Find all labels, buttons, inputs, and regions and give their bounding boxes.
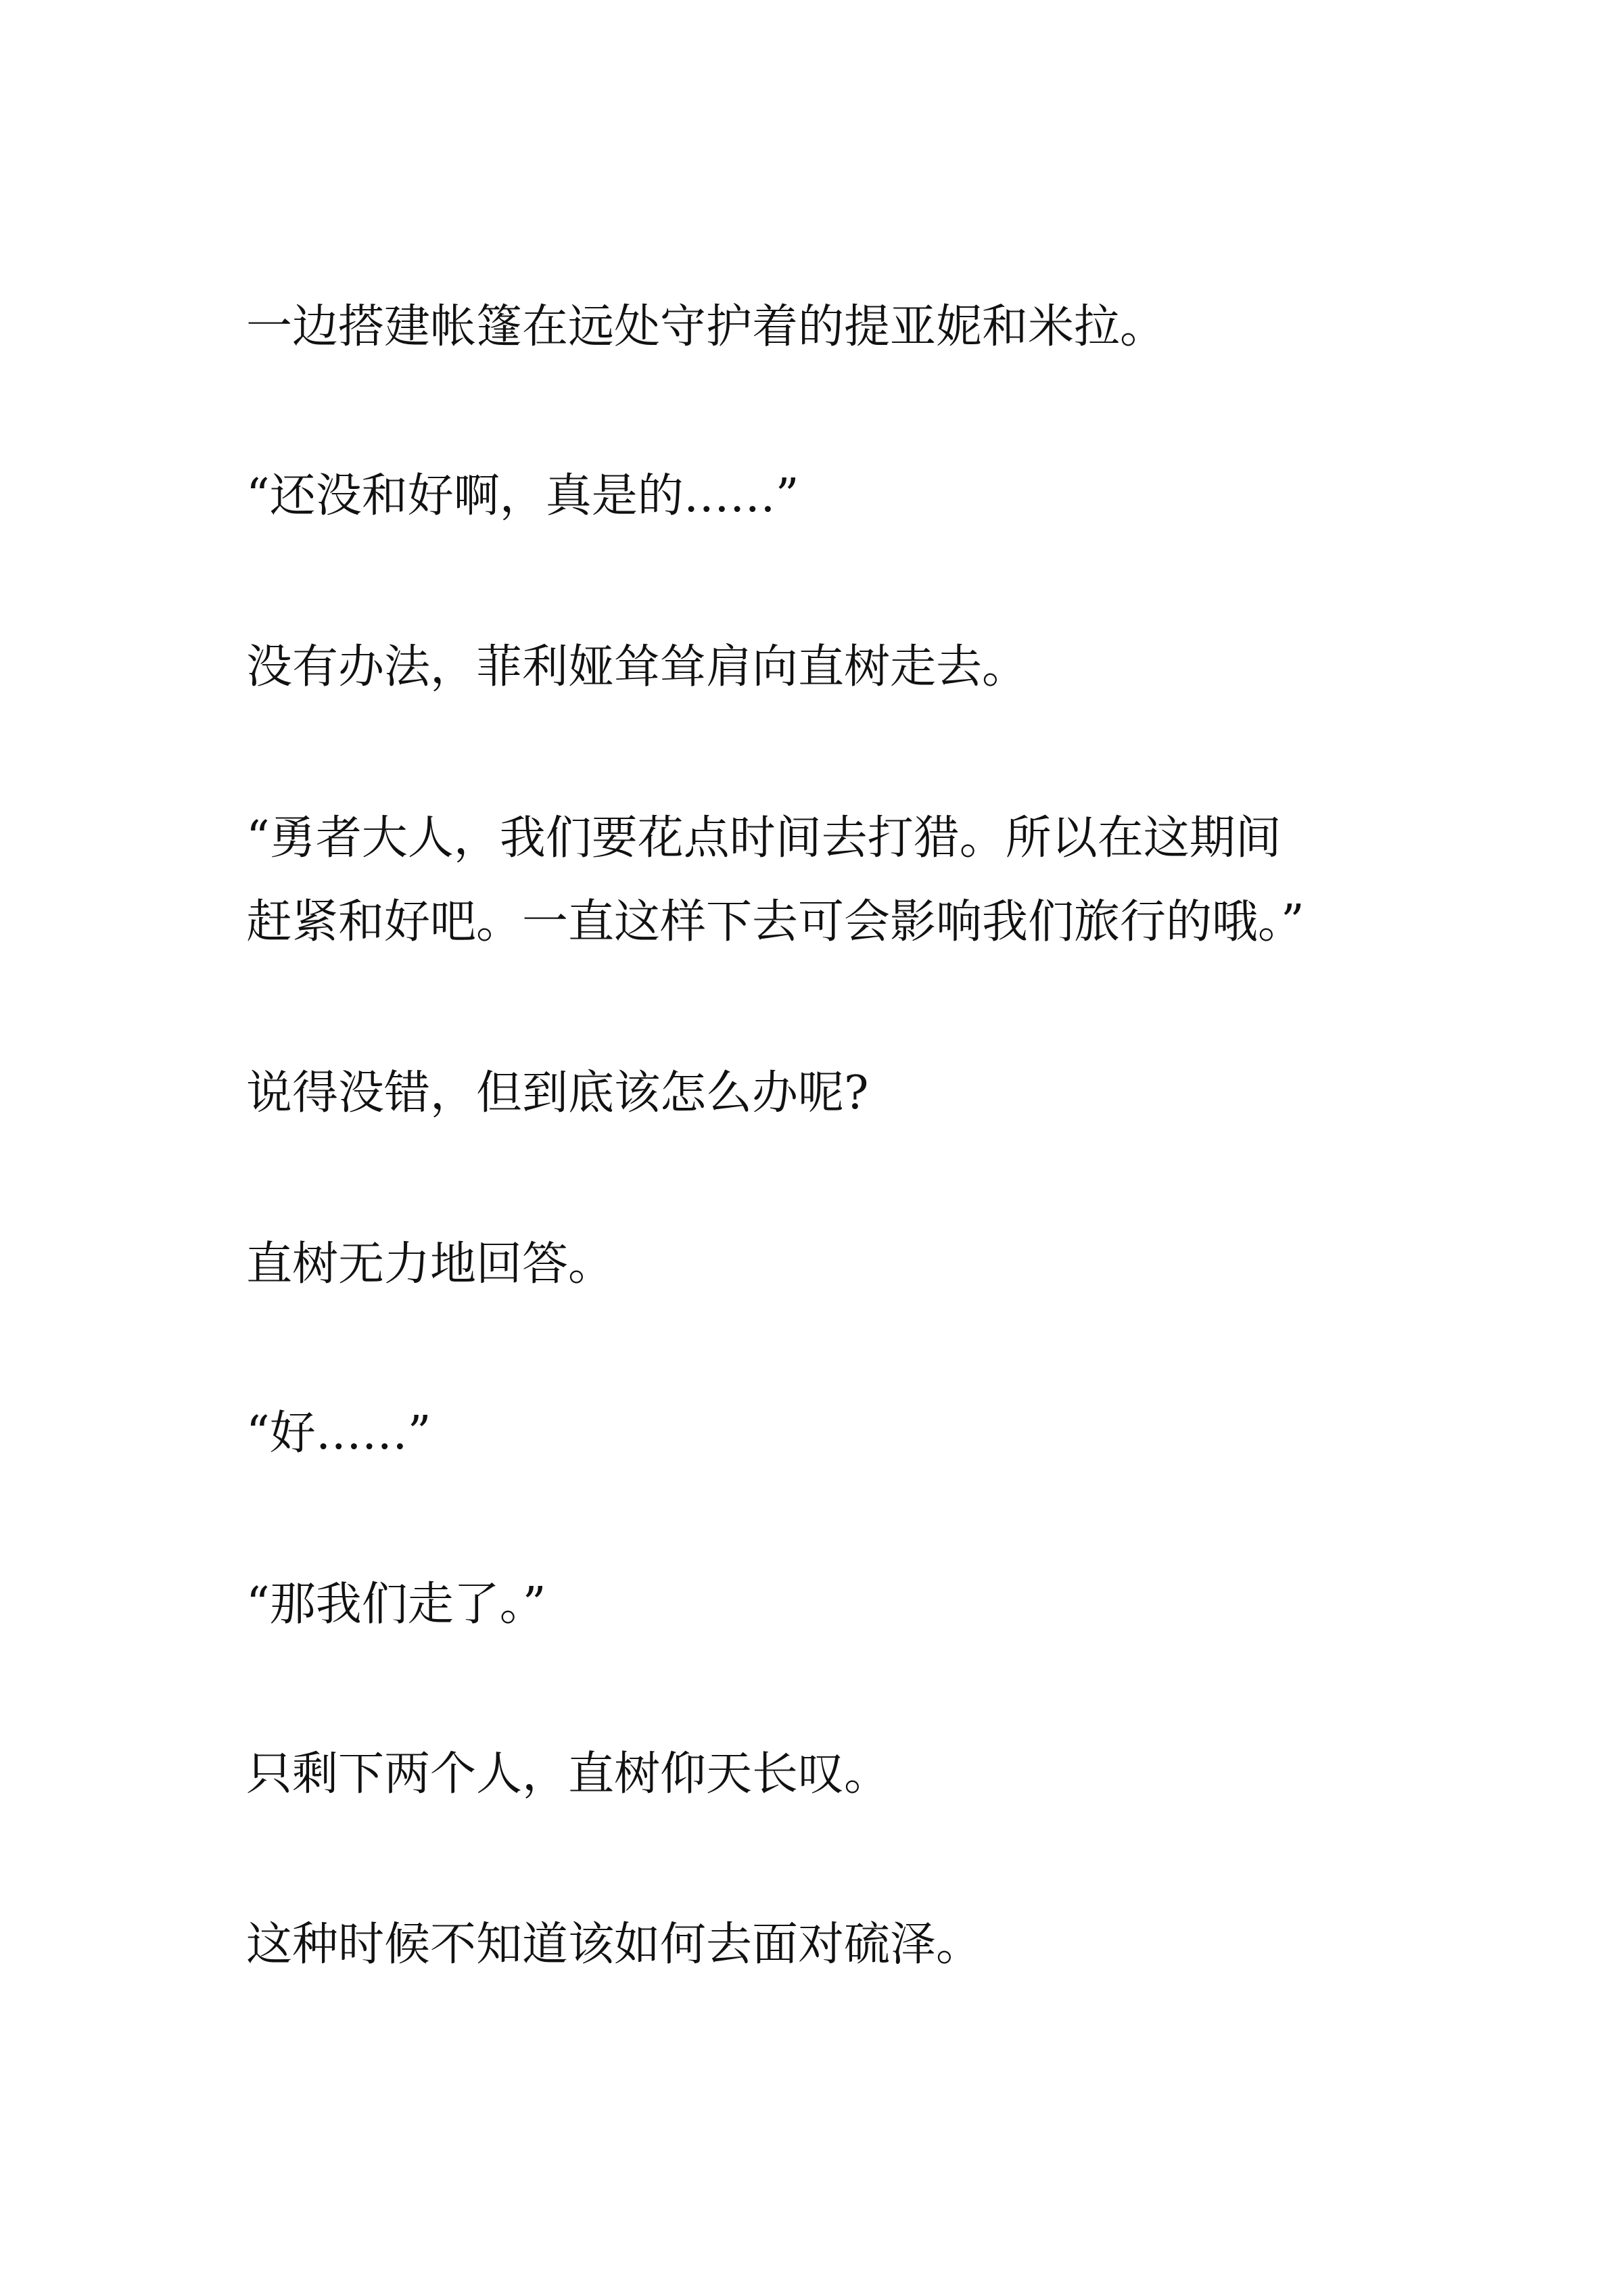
- text-line: “勇者大人，我们要花点时间去打猎。所以在这期间: [246, 812, 1281, 865]
- text-line: 赶紧和好吧。一直这样下去可会影响我们旅行的哦。”: [246, 895, 1304, 949]
- text-line: 这种时候不知道该如何去面对硫泽。: [246, 1918, 983, 1971]
- paragraph: [246, 1223, 1430, 1307]
- text-line: “还没和好啊，真是的……”: [246, 469, 799, 523]
- text-line: 只剩下两个人，直树仰天长叹。: [246, 1748, 891, 1801]
- paragraph: [246, 1392, 1430, 1476]
- text-line: 没有办法，菲利娅耸耸肩向直树走去。: [246, 640, 1029, 694]
- text-line: “好……”: [246, 1407, 431, 1460]
- paragraph: [246, 1052, 1430, 1135]
- paragraph: [246, 797, 1430, 964]
- paragraph: [246, 1733, 1430, 1817]
- text-line: “那我们走了。”: [246, 1578, 546, 1631]
- text-line: 一边搭建帐篷在远处守护着的提亚妮和米拉。: [246, 300, 1167, 354]
- text-line: 直树无力地回答。: [246, 1238, 615, 1291]
- paragraph: [246, 1903, 1430, 1987]
- text-line: 说得没错，但到底该怎么办呢?: [246, 1067, 869, 1120]
- paragraph: [246, 285, 1430, 369]
- paragraph: [246, 454, 1430, 538]
- paragraph: [246, 626, 1430, 709]
- paragraph: [246, 1563, 1430, 1647]
